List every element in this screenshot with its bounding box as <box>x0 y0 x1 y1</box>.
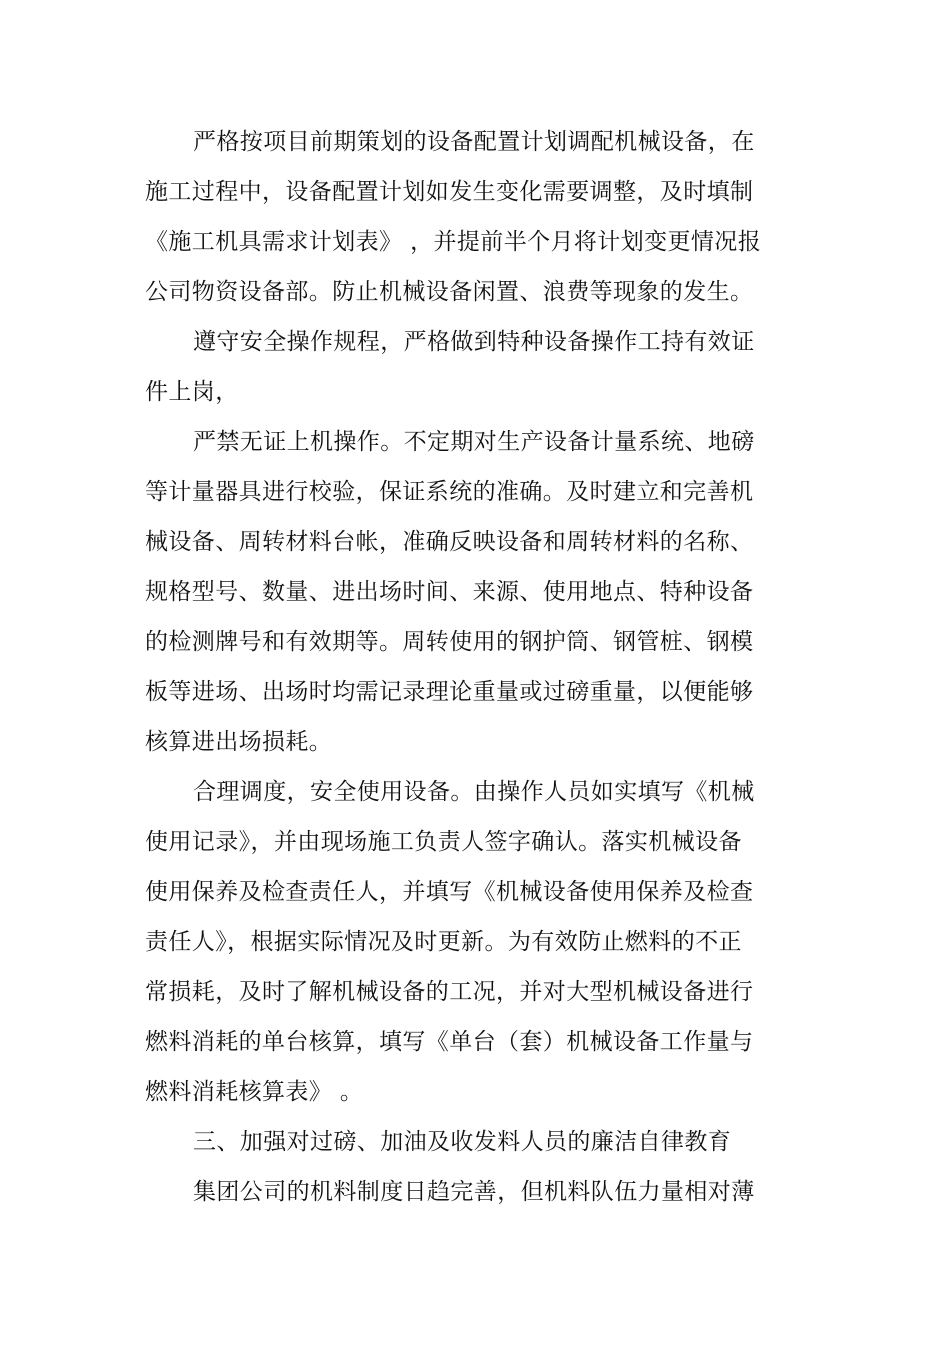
paragraph-line: 集团公司的机料制度日趋完善，但机料队伍力量相对薄 <box>193 1179 755 1205</box>
paragraph-line: 施工过程中，设备配置计划如发生变化需要调整，及时填制 <box>145 179 754 205</box>
paragraph-line: 常损耗，及时了解机械设备的工况，并对大型机械设备进行 <box>145 979 754 1005</box>
paragraph-line: 等计量器具进行校验，保证系统的准确。及时建立和完善机 <box>145 479 754 505</box>
paragraph-line: 《施工机具需求计划表》 ，并提前半个月将计划变更情况报 <box>145 229 762 255</box>
paragraph-line: 燃料消耗核算表》 。 <box>145 1079 364 1105</box>
paragraph-line: 械设备、周转材料台帐，准确反映设备和周转材料的名称、 <box>145 529 754 555</box>
paragraph-line: 燃料消耗的单台核算，填写《单台（套）机械设备工作量与 <box>145 1029 754 1055</box>
paragraph-line: 件上岗， <box>145 379 239 405</box>
paragraph-line: 的检测牌号和有效期等。周转使用的钢护筒、钢管桩、钢模 <box>145 629 754 655</box>
paragraph-line: 规格型号、数量、进出场时间、来源、使用地点、特种设备 <box>145 579 754 605</box>
paragraph-line: 遵守安全操作规程，严格做到特种设备操作工持有效证 <box>193 329 755 355</box>
paragraph-line: 责任人》，根据实际情况及时更新。为有效防止燃料的不正 <box>145 929 742 955</box>
paragraph-line: 核算进出场损耗。 <box>145 729 333 755</box>
section-heading: 三、加强对过磅、加油及收发料人员的廉洁自律教育 <box>193 1129 732 1155</box>
paragraph-line: 板等进场、出场时均需记录理论重量或过磅重量，以便能够 <box>145 679 754 705</box>
paragraph-line: 严禁无证上机操作。不定期对生产设备计量系统、地磅 <box>193 429 755 455</box>
paragraph-line: 公司物资设备部。防止机械设备闲置、浪费等现象的发生。 <box>145 279 754 305</box>
paragraph-line: 合理调度，安全使用设备。由操作人员如实填写《机械 <box>193 779 755 805</box>
paragraph-line: 使用保养及检查责任人，并填写《机械设备使用保养及检查 <box>145 879 754 905</box>
paragraph-line: 使用记录》，并由现场施工负责人签字确认。落实机械设备 <box>145 829 742 855</box>
paragraph-line: 严格按项目前期策划的设备配置计划调配机械设备，在 <box>193 129 755 155</box>
